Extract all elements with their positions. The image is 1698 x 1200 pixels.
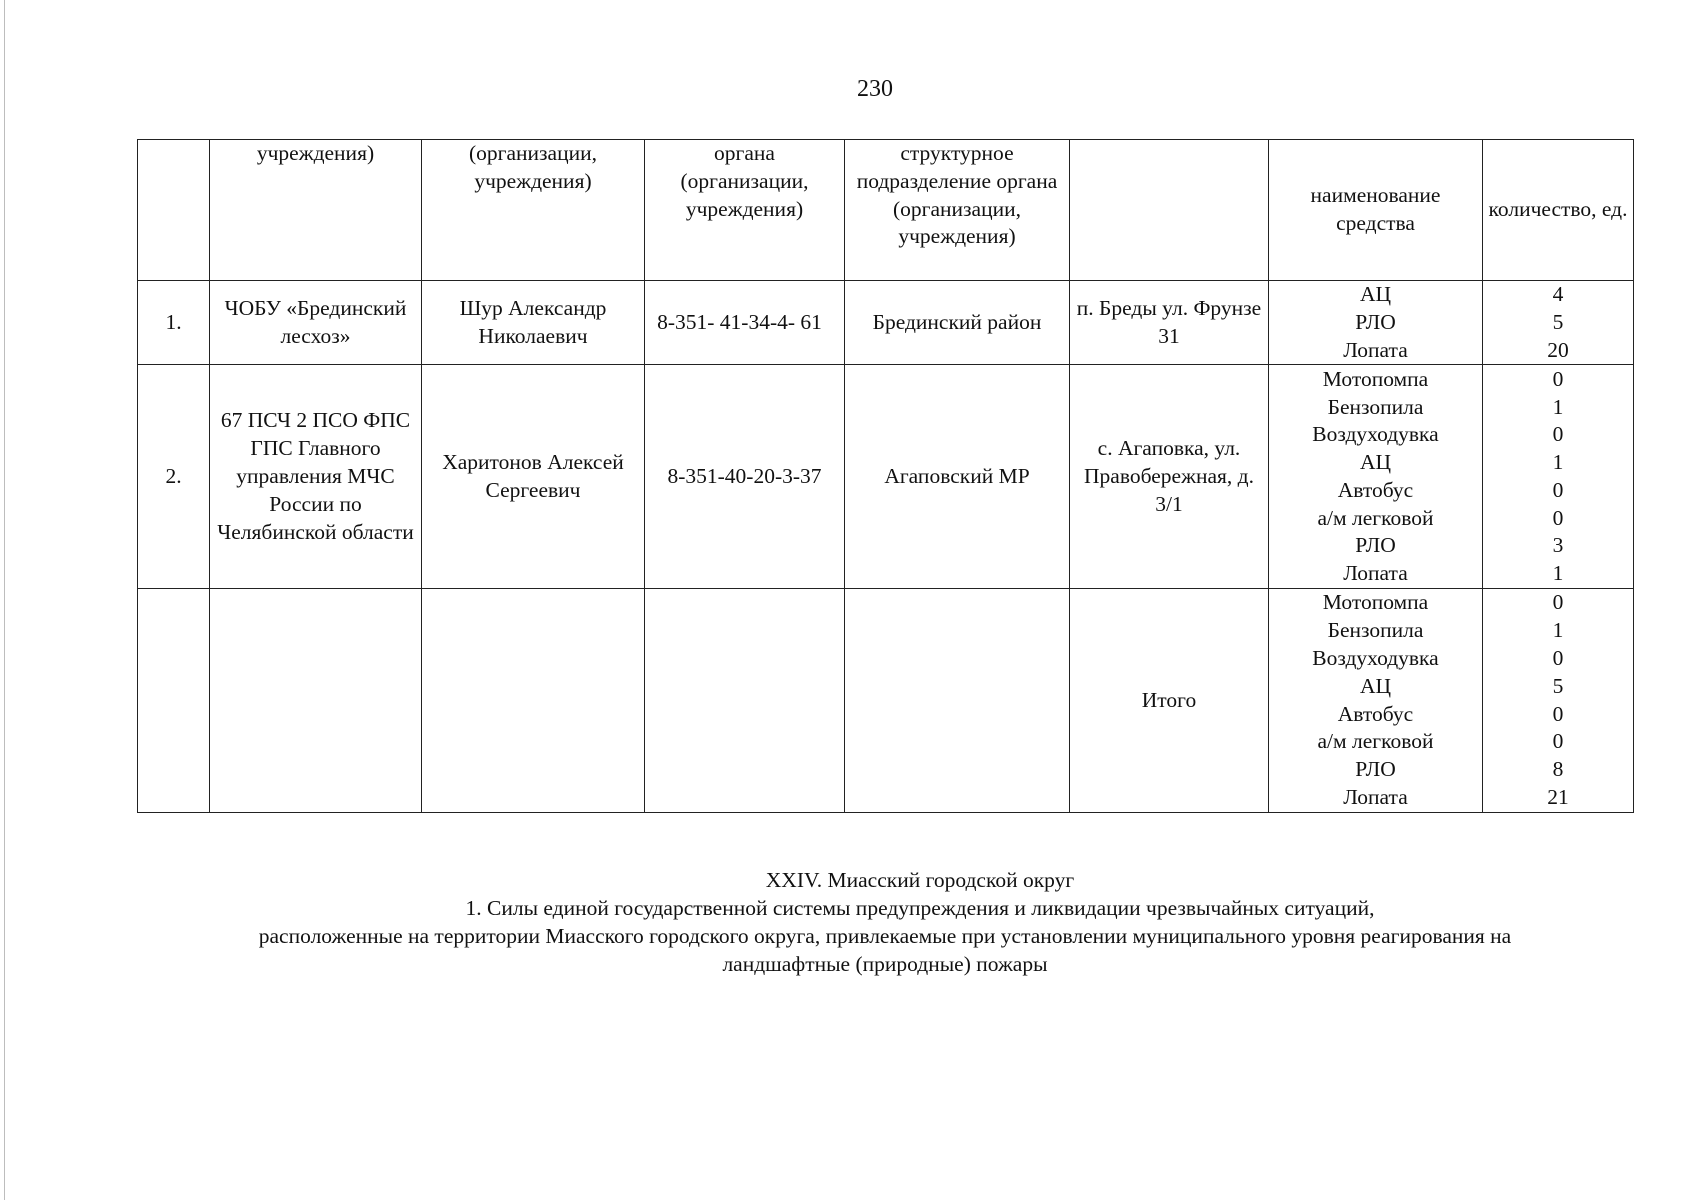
row-address: п. Бреды ул. Фрунзе 31 — [1070, 281, 1269, 365]
row-quantity-list — [1483, 365, 1634, 589]
equipment-item: РЛО — [1355, 533, 1396, 558]
header-quantity: количество, ед. — [1483, 140, 1634, 281]
row-unit: Агаповский МР — [845, 365, 1070, 589]
row-equipment-list — [1269, 281, 1483, 365]
row-equipment-list — [1269, 365, 1483, 589]
section-title: XXIV. Миасский городской округ — [765, 868, 1075, 892]
quantity-item: 5 — [1552, 673, 1564, 698]
row-num: 2. — [138, 365, 210, 589]
equipment-item: Воздуходувка — [1312, 645, 1439, 670]
row-quantity-list — [1483, 281, 1634, 365]
row-unit — [845, 589, 1070, 812]
quantity-item: 4 — [1552, 282, 1564, 306]
quantity-item: 1 — [1552, 450, 1564, 475]
quantity-item: 8 — [1552, 757, 1564, 782]
row-phone — [645, 589, 845, 812]
quantity-item: 0 — [1552, 505, 1564, 530]
quantity-item: 3 — [1552, 533, 1564, 558]
header-phone: органа (организации, учреждения) — [645, 140, 845, 281]
equipment-item: АЦ — [1359, 673, 1392, 698]
quantity-item: 0 — [1552, 422, 1564, 447]
table-row — [138, 365, 1634, 589]
equipment-item: а/м легковой — [1317, 505, 1434, 530]
row-num — [138, 589, 210, 812]
quantity-item: 0 — [1552, 729, 1564, 754]
row-phone: 8-351-40-20-3-37 — [645, 365, 845, 589]
equipment-item: а/м легковой — [1317, 729, 1434, 754]
equipment-item: АЦ — [1359, 282, 1392, 306]
row-total-label: Итого — [1070, 589, 1269, 812]
header-equipment-name: наименование средства — [1269, 140, 1483, 281]
header-address — [1070, 140, 1269, 281]
row-address: с. Агаповка, ул. Правобережная, д. 3/1 — [1070, 365, 1269, 589]
row-institution: ЧОБУ «Брединский лесхоз» — [210, 281, 422, 365]
equipment-item: Мотопомпа — [1322, 590, 1429, 615]
table-row — [138, 281, 1634, 365]
equipment-item: Лопата — [1343, 561, 1408, 586]
row-head: Харитонов Алексей Сергеевич — [422, 365, 645, 589]
header-unit: структурное подразделение органа (организации, учреждения) — [845, 140, 1070, 281]
equipment-item: Мотопомпа — [1322, 366, 1429, 391]
header-institution: учреждения) — [210, 140, 422, 281]
equipment-item: РЛО — [1355, 309, 1396, 334]
forces-table — [137, 139, 1634, 813]
equipment-item: Автобус — [1337, 477, 1414, 502]
equipment-item: Автобус — [1337, 701, 1414, 726]
quantity-item: 0 — [1552, 590, 1564, 615]
quantity-item: 1 — [1552, 561, 1564, 586]
row-num: 1. — [138, 281, 210, 365]
section-subtitle-line1: 1. Силы единой государственной системы предупреждения и ликвидации чрезвычайных ситуаций, — [465, 896, 1375, 920]
scan-edge-line — [4, 0, 5, 1200]
quantity-item: 20 — [1547, 337, 1569, 362]
row-unit: Брединский район — [845, 281, 1070, 365]
equipment-item: Лопата — [1343, 337, 1408, 362]
quantity-item: 1 — [1552, 394, 1564, 419]
row-institution: 67 ПСЧ 2 ПСО ФПС ГПС Главного управления МЧС России по Челябинской области — [210, 365, 422, 589]
equipment-item: АЦ — [1359, 450, 1392, 475]
row-equipment-list — [1269, 589, 1483, 812]
equipment-item: Бензопила — [1327, 394, 1424, 419]
section-subtitle-line3: ландшафтные (природные) пожары — [722, 952, 1048, 976]
quantity-item: 5 — [1552, 309, 1564, 334]
equipment-item: Лопата — [1343, 784, 1408, 809]
quantity-item: 0 — [1552, 477, 1564, 502]
row-phone: 8-351- 41-34-4- 61 — [645, 281, 845, 365]
quantity-item: 0 — [1552, 701, 1564, 726]
page-number: 230 — [857, 76, 893, 102]
equipment-item: Бензопила — [1327, 618, 1424, 643]
row-head: Шур Александр Николаевич — [422, 281, 645, 365]
row-institution — [210, 589, 422, 812]
row-quantity-list — [1483, 589, 1634, 812]
section-subtitle-line2: расположенные на территории Миасского городского округа, привлекаемые при установлении муниципального уровня реагирования на — [258, 924, 1512, 948]
header-head: (организации, учреждения) — [422, 140, 645, 281]
quantity-item: 21 — [1547, 784, 1569, 809]
header-num-cell — [138, 140, 210, 281]
row-head — [422, 589, 645, 812]
equipment-item: Воздуходувка — [1312, 422, 1439, 447]
equipment-item: РЛО — [1355, 757, 1396, 782]
section-heading — [150, 866, 1620, 978]
quantity-item: 0 — [1552, 645, 1564, 670]
table-header-row — [138, 140, 1634, 281]
table-row-total — [138, 589, 1634, 812]
quantity-item: 0 — [1552, 366, 1564, 391]
quantity-item: 1 — [1552, 618, 1564, 643]
